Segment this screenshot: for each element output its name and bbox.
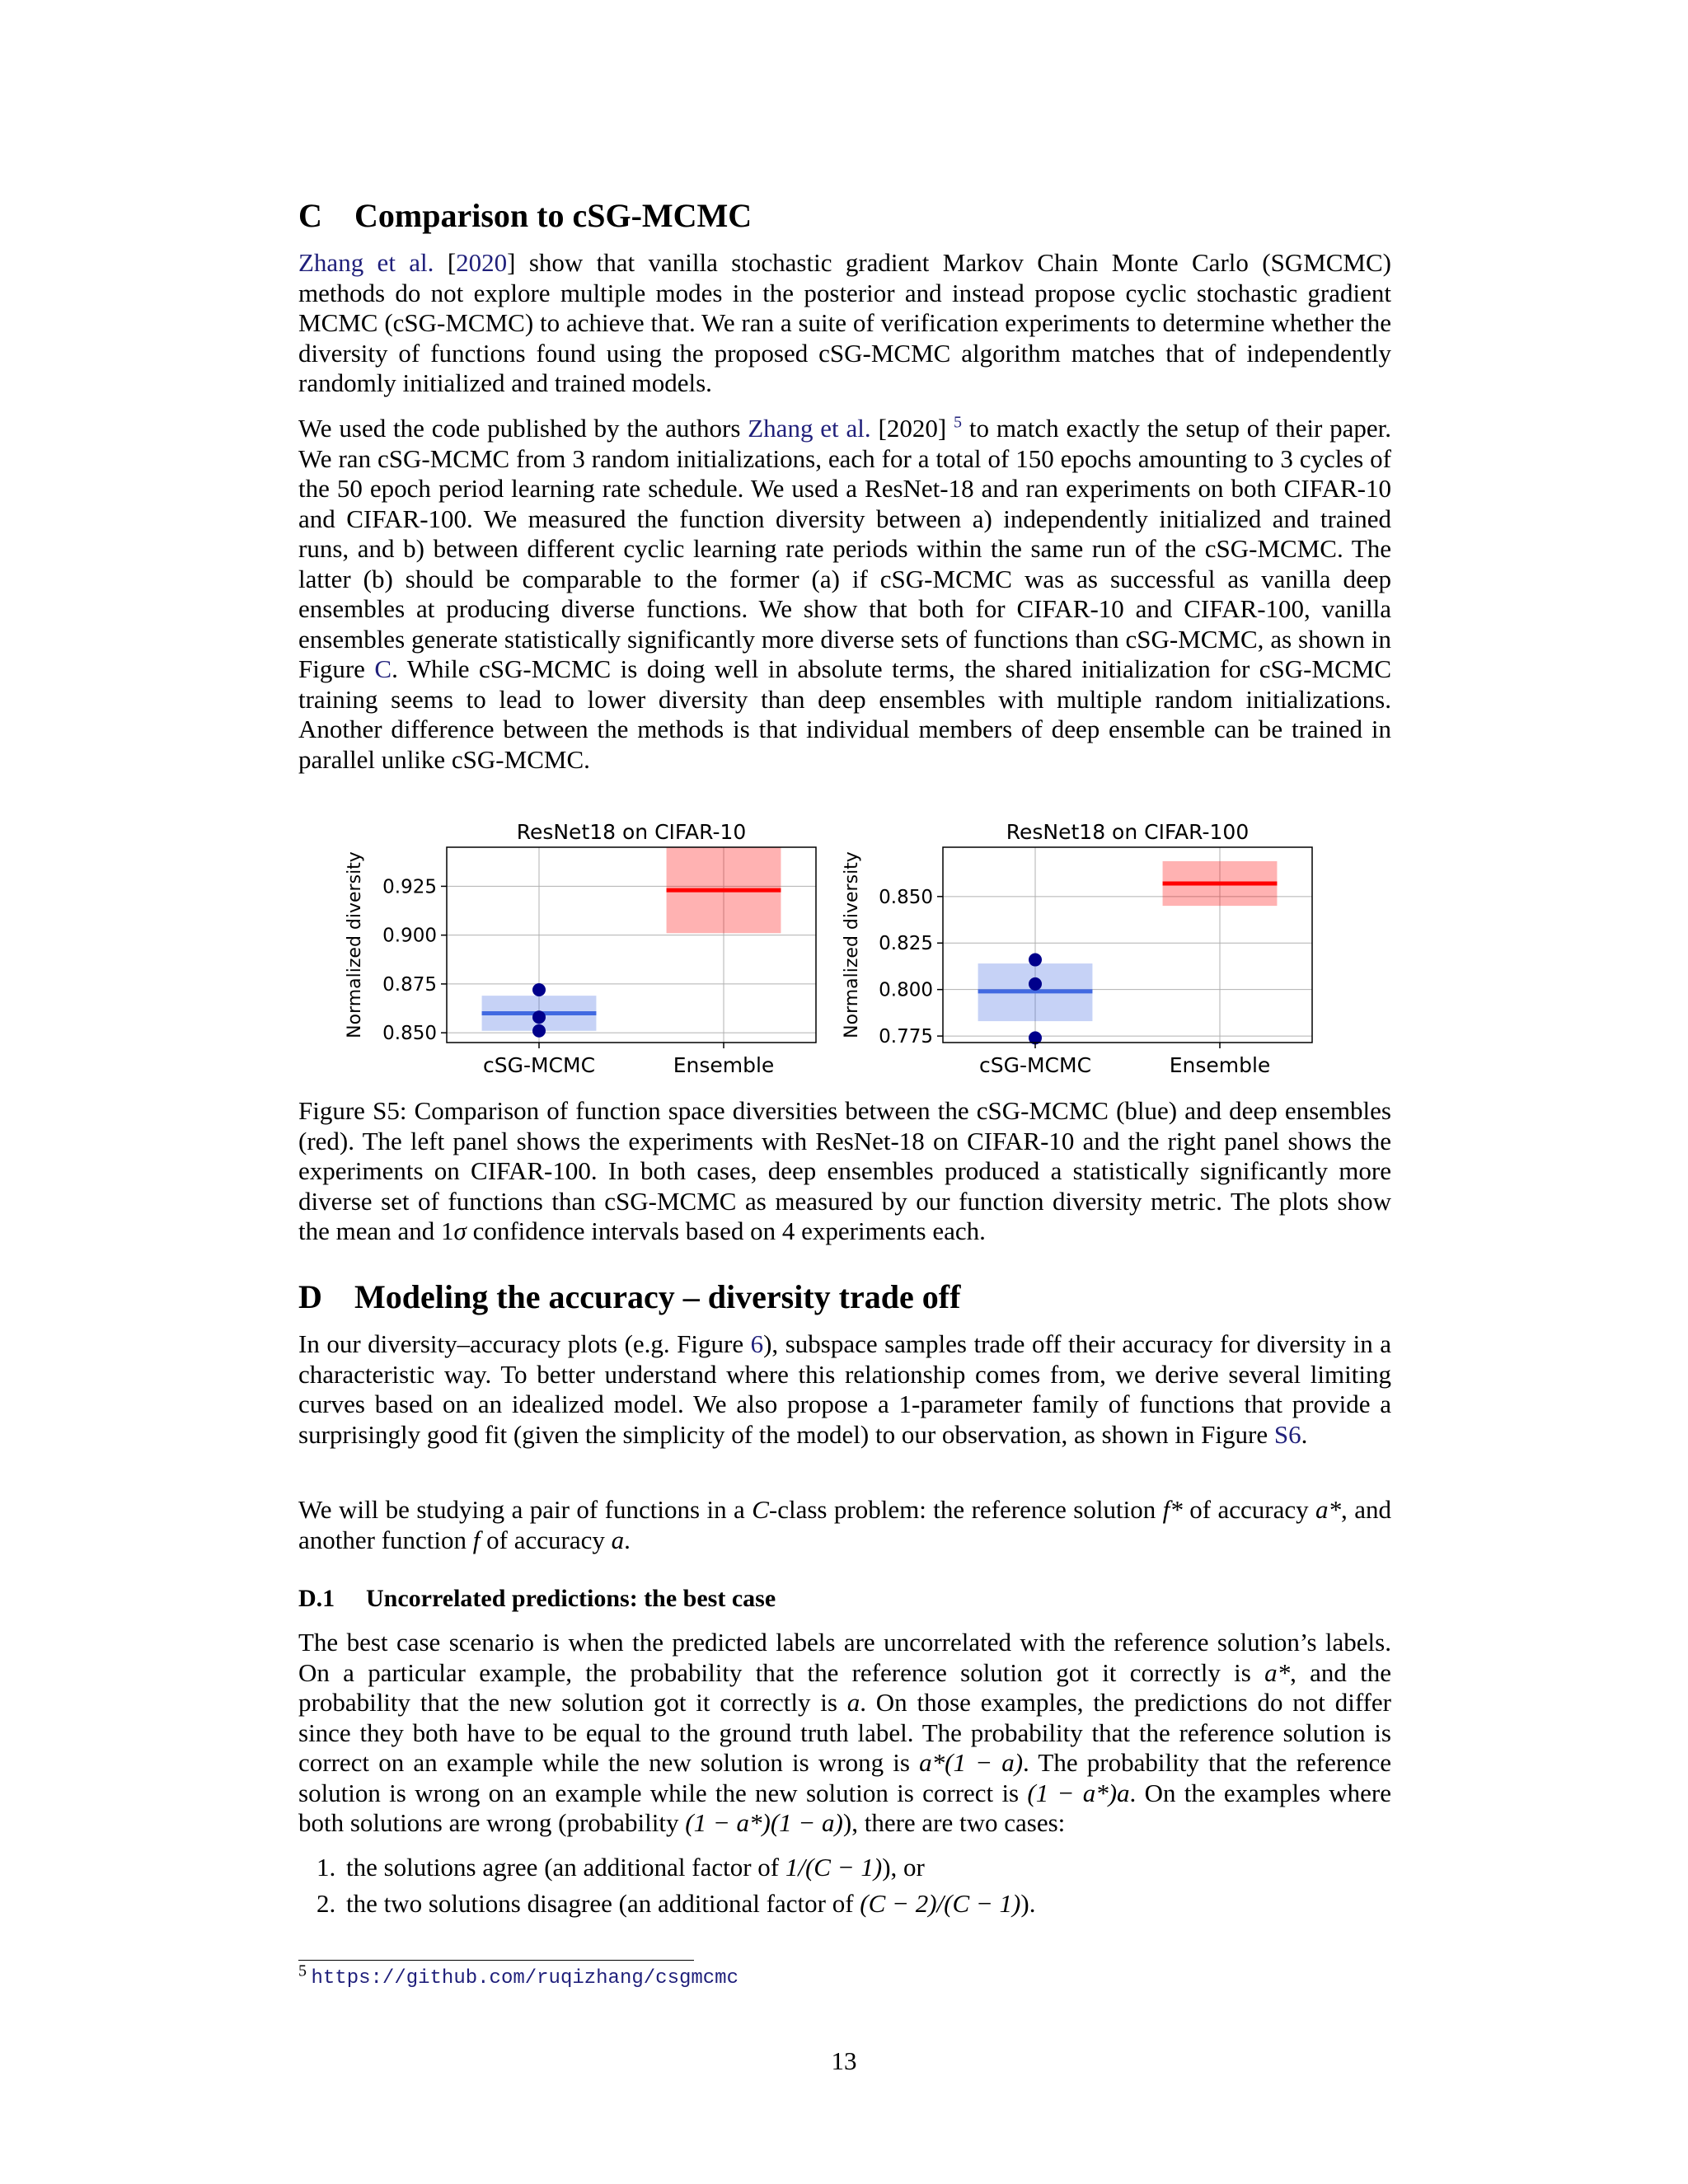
x-tick-label: Ensemble — [1169, 1053, 1271, 1077]
section-c-heading — [298, 196, 1391, 236]
subsection-d1 — [298, 1584, 1391, 1614]
x-tick-label: cSG-MCMC — [978, 1053, 1092, 1077]
data-point — [1029, 977, 1042, 991]
data-point — [532, 983, 546, 996]
figure-s5 — [298, 816, 1391, 1096]
section-c — [298, 196, 1391, 236]
citation-year-link[interactable]: 2020 — [456, 248, 508, 277]
y-tick-label: 0.850 — [879, 886, 933, 908]
y-tick-label: 0.925 — [382, 876, 437, 898]
y-tick-label: 0.825 — [879, 933, 933, 955]
x-tick-label: Ensemble — [673, 1053, 775, 1077]
y-tick-label: 0.775 — [879, 1026, 933, 1048]
figure-caption: Figure S5: Comparison of function space diversities between the cSG-MCMC (blue) and deep ensembles (red). The left panel shows the experiments with ResNet-18 on CIFAR-10 and the right panel shows the experiments on CIFAR-100. In both cases, deep ensembles produced a statistically significantly more diverse set of functions than cSG-MCMC as measured by our function diversity metric. The plots show the mean and 1σ confidence intervals based on 4 experiments each. — [298, 1096, 1391, 1245]
figure-s5-plots — [298, 816, 1391, 1096]
data-point — [532, 1024, 546, 1038]
subsection-d1-title: Uncorrelated predictions: the best case — [366, 1585, 776, 1612]
list-item: 1. the solutions agree (an additional factor of 1/(C − 1)), or — [316, 1853, 925, 1882]
citation-link-zhang[interactable]: Zhang et al. — [748, 414, 871, 443]
section-d-heading — [298, 1277, 1391, 1317]
chart-panel-1 — [345, 820, 816, 1077]
data-point — [1029, 954, 1042, 967]
y-tick-label: 0.900 — [382, 925, 437, 947]
citation-year: [2020] — [878, 414, 947, 443]
footnote-mark[interactable]: 5 — [954, 413, 963, 432]
y-tick-label: 0.800 — [879, 979, 933, 1001]
y-tick-label: 0.850 — [382, 1023, 437, 1045]
paragraph-text: show that vanilla stochastic gradient Markov Chain Monte Carlo (SGMCMC) methods do not explore multiple modes in the posterior and instead propose cyclic stochastic gradient MCMC (cSG-MCMC) to achieve that. We ran a suite of verification experiments to determine whether the diversity of functions found using the proposed cSG-MCMC algorithm matches that of independently randomly initialized and trained models. — [298, 248, 1391, 397]
section-d-title: Modeling the accuracy – diversity trade off — [354, 1278, 961, 1315]
section-c-paragraph-2: We used the code published by the authors Zhang et al. [2020] $^5$ to match exactly the setup of their paper. We ran cSG-MCMC from 3 random initializations, each for a total of 150 epochs amounting to 3 cycles of the 50 epoch period learning rate schedule. We used a ResNet-18 and ran experiments on both CIFAR-10 and CIFAR-100. We measured the function diversity between a) independently initialized and trained runs, and b) between different cyclic learning rate periods within the same run of the cSG-MCMC. The latter (b) should be comparable to the former (a) if cSG-MCMC was as successful as vanilla deep ensembles at producing diverse functions. We show that both for CIFAR-10 and CIFAR-100, vanilla ensembles generate statistically significantly more diverse sets of functions than cSG-MCMC, as shown in Figure C. While cSG-MCMC is doing well in absolute terms, the shared initialization for cSG-MCMC training seems to lead to lower diversity than deep ensembles with multiple random initializations. Another difference between the methods is that individual members of deep ensemble can be trained in parallel unlike cSG-MCMC. — [298, 413, 1392, 774]
section-d-paragraph-1: In our diversity–accuracy plots (e.g. Figure 6), subspace samples trade off their accuracy for diversity in a characteristic way. To better understand where this relationship comes from, we derive several limiting curves based on an idealized model. We also propose a 1-parameter family of functions that provide a surprisingly good fit (given the simplicity of the model) to our observation, as shown in Figure S6. — [298, 1329, 1392, 1449]
chart-panel-2 — [842, 820, 1312, 1077]
section-d-paragraph-2: We will be studying a pair of functions in a C-class problem: the reference solution f* of accuracy a*, and another function f of accuracy a. — [298, 1495, 1391, 1554]
footnote-url-link[interactable]: https://github.com/ruqizhang/csgmcmc — [311, 1967, 738, 1990]
footnote — [298, 1961, 738, 1991]
section-d-number: D — [298, 1278, 322, 1315]
subsection-d1-paragraph: The best case scenario is when the predicted labels are uncorrelated with the reference solution’s labels. On a particular example, the probability that the reference solution got it correctly is a*, and the probability that the new solution got it correctly is a. On those examples, the predictions do not differ since they both have to be equal to the ground truth label. The probability that the reference solution is correct on an example while the new solution is wrong is a*(1 − a). The probability that the reference solution is wrong on an example while the new solution is correct is (1 − a*)a. On the examples where both solutions are wrong (probability (1 − a*)(1 − a)), there are two cases: — [298, 1628, 1391, 1837]
case-list — [298, 1849, 1391, 1922]
y-axis-label: Normalized diversity — [345, 851, 365, 1038]
chart-title: ResNet18 on CIFAR-10 — [516, 820, 747, 844]
section-c-number: C — [298, 197, 322, 234]
subsection-d1-heading — [298, 1584, 1391, 1614]
section-c-paragraph-1: Zhang et al. [2020] show that vanilla stochastic gradient Markov Chain Monte Carlo (SGMCMC) methods do not explore multiple modes in the posterior and instead propose cyclic stochastic gradient MCMC (cSG-MCMC) to achieve that. We ran a suite of verification experiments to determine whether the diversity of functions found using the proposed cSG-MCMC algorithm matches that of independently randomly initialized and trained models. — [298, 248, 1391, 397]
y-tick-label: 0.875 — [382, 973, 437, 996]
figure-ref-link[interactable]: C — [374, 654, 392, 683]
y-axis-label: Normalized diversity — [842, 851, 862, 1038]
figure-6-link[interactable]: 6 — [750, 1329, 764, 1358]
footnote-number: 5 — [298, 1961, 307, 1980]
citation-link-zhang[interactable]: Zhang et al. — [298, 248, 434, 277]
subsection-d1-number: D.1 — [298, 1585, 335, 1612]
x-tick-label: cSG-MCMC — [482, 1053, 596, 1077]
footnote-rule — [298, 1960, 694, 1961]
figure-s6-link[interactable]: S6 — [1273, 1419, 1301, 1449]
data-point — [532, 1010, 546, 1024]
section-d — [298, 1277, 1391, 1317]
section-c-title: Comparison to cSG-MCMC — [354, 197, 753, 234]
list-item: 2. the two solutions disagree (an additional factor of (C − 2)/(C − 1)). — [316, 1889, 1036, 1918]
chart-title: ResNet18 on CIFAR-100 — [1006, 820, 1250, 844]
page-number: 13 — [831, 2046, 857, 2075]
